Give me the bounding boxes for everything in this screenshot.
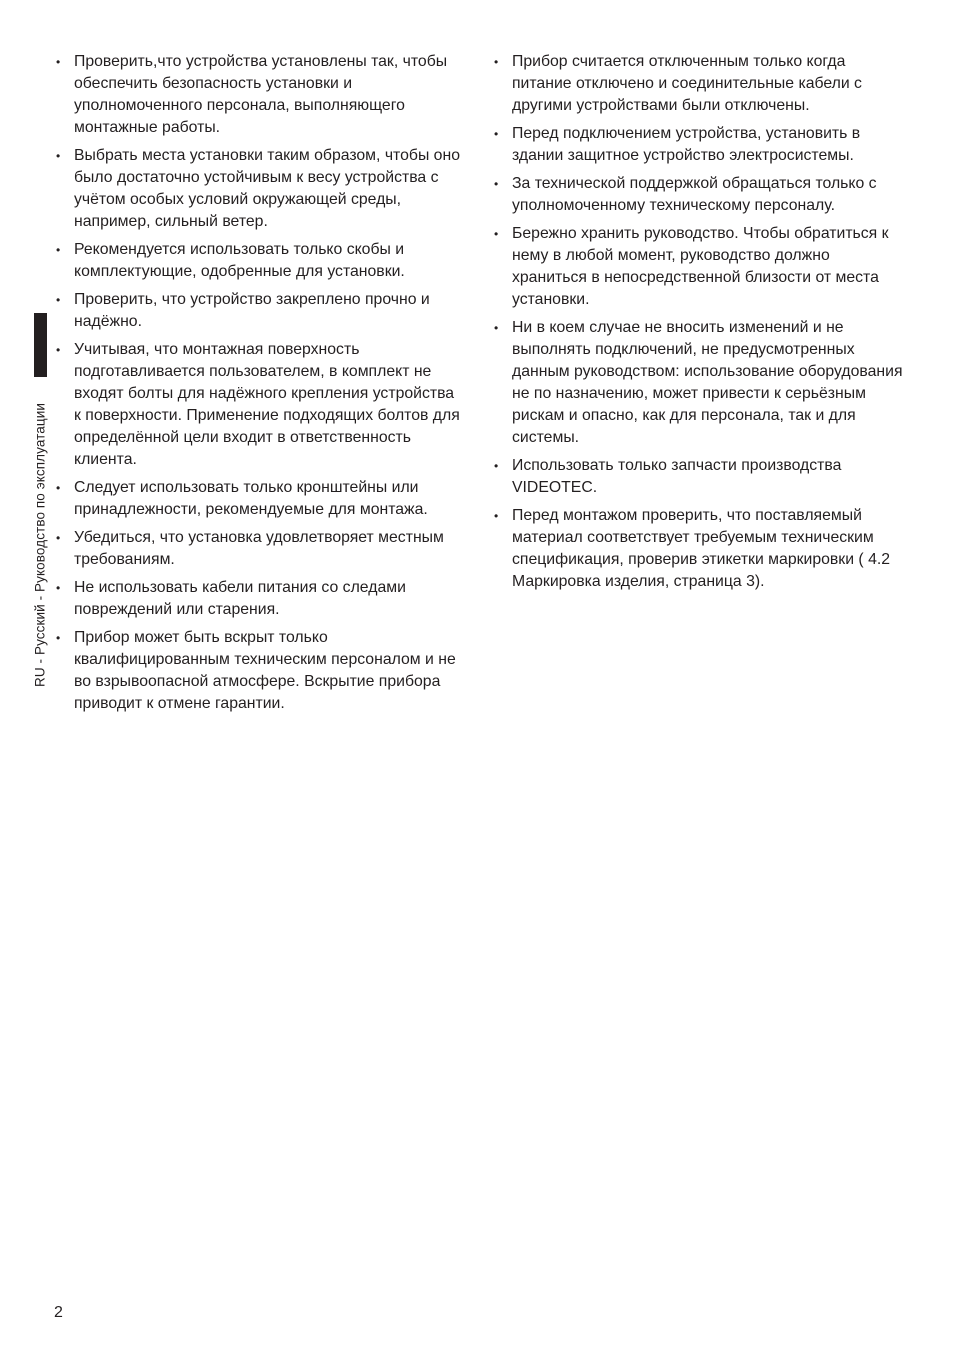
list-item xyxy=(56,627,461,715)
list-item xyxy=(494,51,906,117)
list-item xyxy=(494,317,906,449)
bullet-icon: • xyxy=(56,481,61,495)
list-item xyxy=(494,173,906,217)
bullet-icon: • xyxy=(56,293,61,307)
right-bullet-list xyxy=(494,51,906,599)
list-item-text: Перед подключением устройства, установить в здании защитное устройство электросистемы. xyxy=(512,125,861,164)
list-item xyxy=(56,577,461,621)
list-item xyxy=(494,455,906,499)
bullet-icon: • xyxy=(494,55,499,69)
list-item xyxy=(56,527,461,571)
list-item xyxy=(56,289,461,333)
list-item-text: Перед монтажом проверить, что поставляемый материал соответствует требуемым техническим спецификация, проверив этикетки маркировки ( 4.2 Маркировка изделия, страница 3). xyxy=(512,507,891,590)
bullet-icon: • xyxy=(56,55,61,69)
list-item xyxy=(494,123,906,167)
bullet-icon: • xyxy=(494,321,499,335)
list-item-text: Не использовать кабели питания со следами повреждений или старения. xyxy=(74,579,406,618)
list-item-text: Прибор считается отключенным только когда питание отключено и соединительные кабели с другими устройствами были отключены. xyxy=(512,53,862,114)
list-item xyxy=(56,145,461,233)
bullet-icon: • xyxy=(494,227,499,241)
bullet-icon: • xyxy=(56,631,61,645)
bullet-icon: • xyxy=(56,581,61,595)
list-item xyxy=(56,339,461,471)
list-item-text: Прибор может быть вскрыт только квалифицированным техническим персоналом и не во взрывоопасной атмосфере. Вскрытие прибора приводит к отмене гарантии. xyxy=(74,629,456,712)
list-item xyxy=(494,223,906,311)
list-item-text: Использовать только запчасти производства VIDEOTEC. xyxy=(512,457,842,496)
list-item-text: Учитывая, что монтажная поверхность подготавливается пользователем, в комплект не входят болты для надёжного крепления устройства к поверхности. Применение подходящих болтов для определённой цели входит в ответственность клиента. xyxy=(74,341,460,468)
list-item-text: Следует использовать только кронштейны или принадлежности, рекомендуемые для монтажа. xyxy=(74,479,428,518)
list-item-text: За технической поддержкой обращаться только с уполномоченному техническому персоналу. xyxy=(512,175,877,214)
list-item xyxy=(56,51,461,139)
left-bullet-list xyxy=(56,51,461,721)
list-item-text: Проверить, что устройство закреплено прочно и надёжно. xyxy=(74,291,430,330)
bullet-icon: • xyxy=(494,459,499,473)
bullet-icon: • xyxy=(494,177,499,191)
list-item xyxy=(56,239,461,283)
list-item-text: Выбрать места установки таким образом, чтобы оно было достаточно устойчивым к весу устройства с учётом особых условий окружающей среды, например, сильный ветер. xyxy=(74,147,460,230)
list-item-text: Убедиться, что установка удовлетворяет местным требованиям. xyxy=(74,529,444,568)
bullet-icon: • xyxy=(56,149,61,163)
list-item-text: Рекомендуется использовать только скобы и комплектующие, одобренные для установки. xyxy=(74,241,405,280)
page-number: 2 xyxy=(54,1304,63,1321)
list-item-text: Ни в коем случае не вносить изменений и не выполнять подключений, не предусмотренных данным руководством: использование оборудования не по назначению, может привести к серьёзным рискам и опасно, как для персонала, так и для системы. xyxy=(512,319,903,446)
sidebar-label: RU - Русский - Руководство по эксплуатации xyxy=(32,402,48,688)
section-tab-marker xyxy=(34,313,47,377)
list-item xyxy=(494,505,906,593)
list-item xyxy=(56,477,461,521)
bullet-icon: • xyxy=(56,531,61,545)
bullet-icon: • xyxy=(494,509,499,523)
bullet-icon: • xyxy=(56,343,61,357)
list-item-text: Бережно хранить руководство. Чтобы обратиться к нему в любой момент, руководство должно храниться в непосредственной близости от места установки. xyxy=(512,225,889,308)
bullet-icon: • xyxy=(56,243,61,257)
bullet-icon: • xyxy=(494,127,499,141)
list-item-text: Проверить,что устройства установлены так, чтобы обеспечить безопасность установки и уполномоченного персонала, выполняющего монтажные работы. xyxy=(74,53,448,136)
